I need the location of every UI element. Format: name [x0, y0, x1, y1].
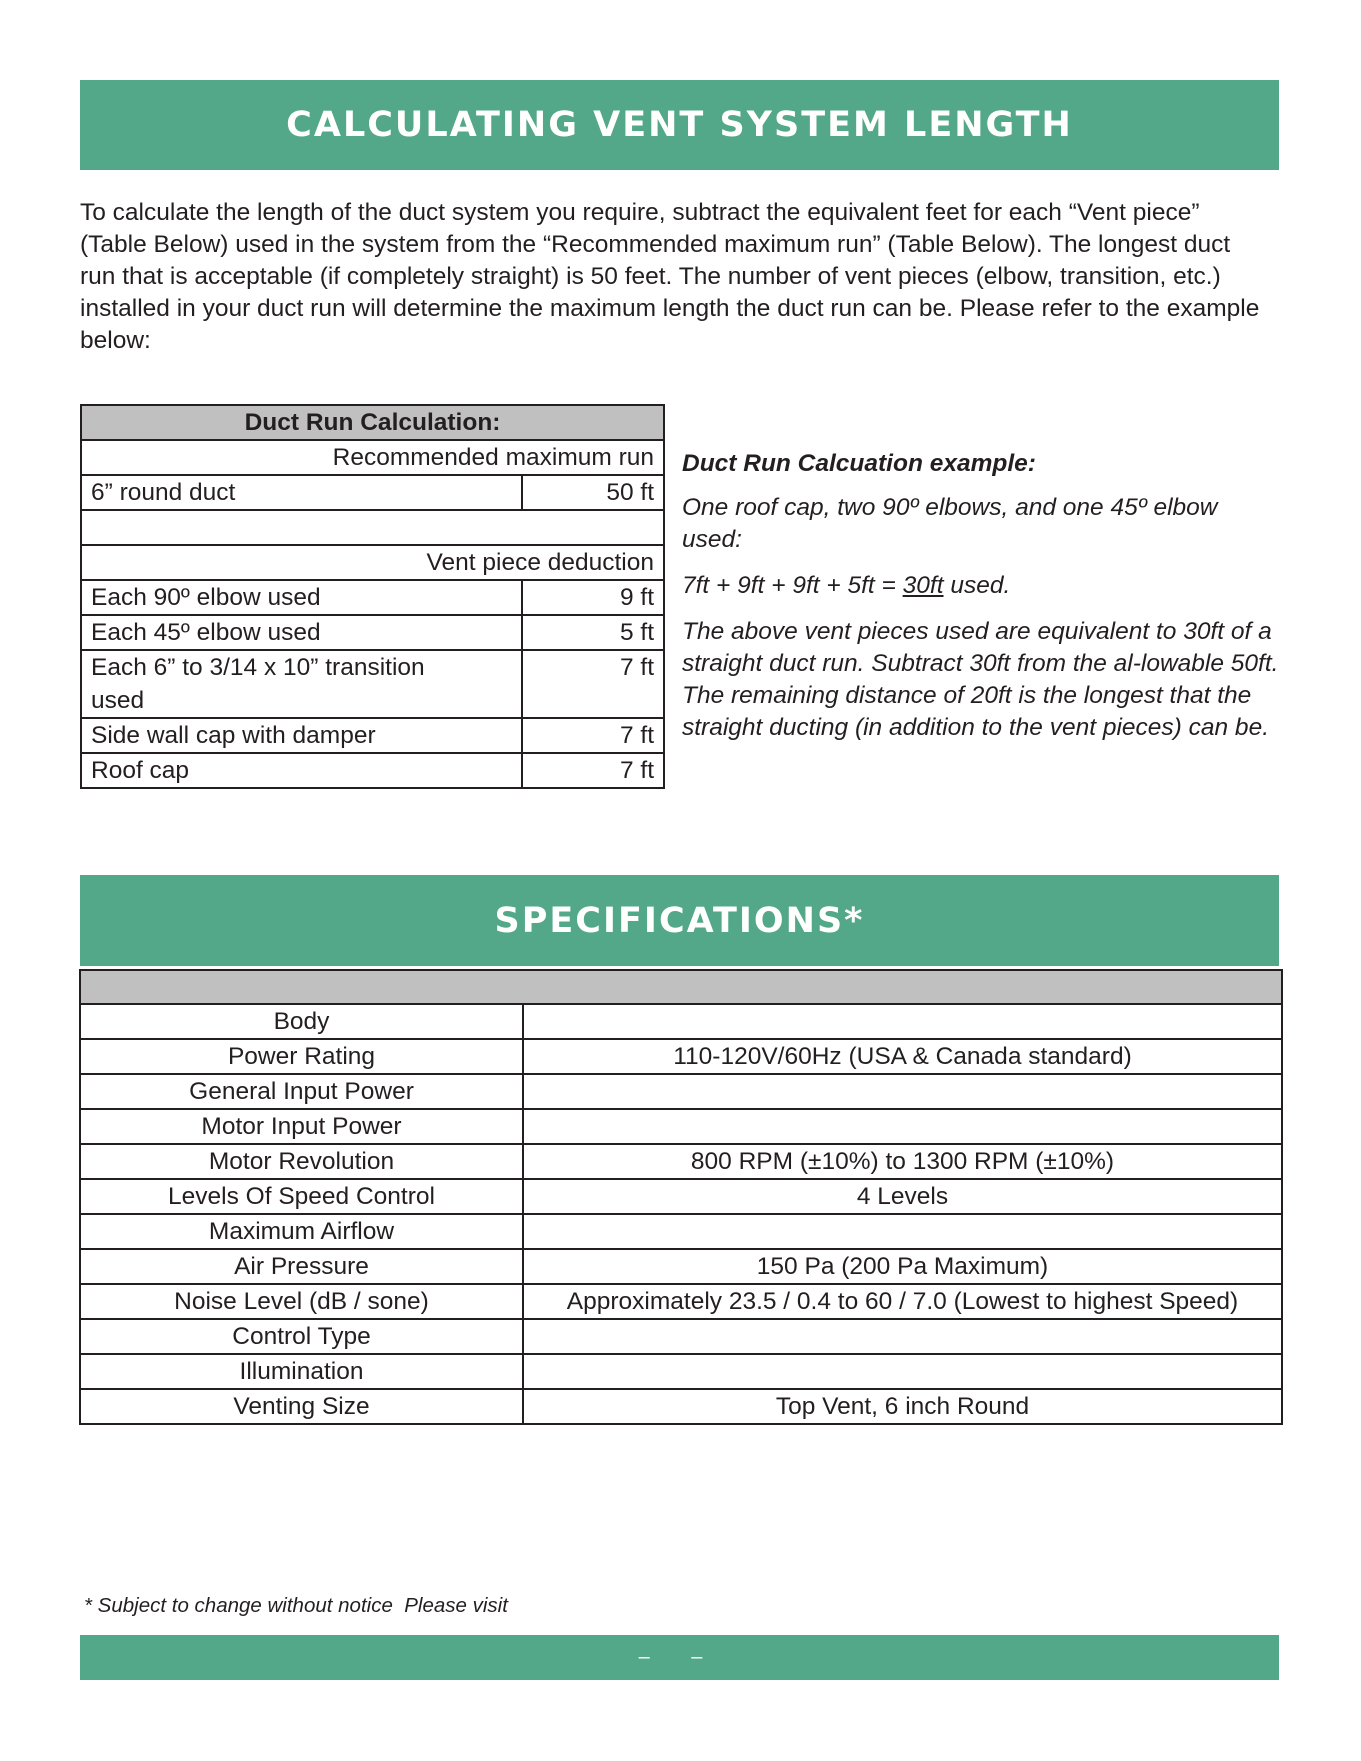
- spec-value: [523, 1004, 1282, 1039]
- example-line: One roof cap, two 90º elbows, and one 45º elbow used:: [682, 494, 1218, 553]
- spec-label: General Input Power: [80, 1074, 523, 1109]
- spec-row: [80, 1249, 1282, 1284]
- spec-value: Top Vent, 6 inch Round: [523, 1389, 1282, 1424]
- example-formula: [682, 570, 1282, 602]
- spec-row: [80, 1354, 1282, 1389]
- table-row: [81, 475, 664, 510]
- spec-row: [80, 1319, 1282, 1354]
- duct-run-table: [80, 404, 665, 789]
- spec-value: Approximately 23.5 / 0.4 to 60 / 7.0 (Lowest to highest Speed): [523, 1284, 1282, 1319]
- deduction-label: Vent piece deduction: [81, 545, 664, 580]
- spec-row: [80, 1004, 1282, 1039]
- deduction-item-label: Roof cap: [81, 753, 522, 788]
- table-row: [81, 753, 664, 788]
- deduction-item-value: 5 ft: [522, 615, 664, 650]
- spec-value: [523, 1319, 1282, 1354]
- spec-value: 4 Levels: [523, 1179, 1282, 1214]
- deduction-item-value: 7 ft: [522, 753, 664, 788]
- spec-row: [80, 1214, 1282, 1249]
- spec-value: [523, 1109, 1282, 1144]
- deduction-item-label: Each 90º elbow used: [81, 580, 522, 615]
- footer-text: – –: [638, 1646, 721, 1668]
- deduction-item-label: Each 45º elbow used: [81, 615, 522, 650]
- spec-label: Venting Size: [80, 1389, 523, 1424]
- recommended-run-label: Recommended maximum run: [81, 440, 664, 475]
- spec-row: [80, 1144, 1282, 1179]
- table-row: [81, 718, 664, 753]
- spec-table-header: [80, 970, 1282, 1004]
- spec-row: [80, 1074, 1282, 1109]
- spec-row: [80, 1109, 1282, 1144]
- spec-row: [80, 1284, 1282, 1319]
- example-explanation: The above vent pieces used are equivalent to 30ft of a straight duct run. Subtract 30ft from the al-lowable 50ft. The remaining distance of 20ft is the longest that the straight ducting (in addition to the vent pieces) can be.: [682, 618, 1279, 741]
- round-duct-label: 6” round duct: [81, 475, 522, 510]
- section-title-specifications: SPECIFICATIONS*: [80, 875, 1279, 966]
- formula-suffix: used.: [943, 572, 1011, 599]
- spec-label: Body: [80, 1004, 523, 1039]
- spec-value: [523, 1074, 1282, 1109]
- spec-header-cell: [80, 970, 1282, 1004]
- spec-label: Illumination: [80, 1354, 523, 1389]
- formula-total: 30ft: [902, 572, 944, 599]
- spec-label: Maximum Airflow: [80, 1214, 523, 1249]
- table-row: [81, 615, 664, 650]
- round-duct-value: 50 ft: [522, 475, 664, 510]
- footnote: * Subject to change without notice Please visit: [84, 1594, 508, 1617]
- table-row: [81, 650, 664, 718]
- spec-label: Noise Level (dB / sone): [80, 1284, 523, 1319]
- deduction-item-label: Side wall cap with damper: [81, 718, 522, 753]
- spec-row: [80, 1389, 1282, 1424]
- deduction-item-value: 7 ft: [522, 718, 664, 753]
- spec-label: Levels Of Speed Control: [80, 1179, 523, 1214]
- table-row: [81, 580, 664, 615]
- spec-label: Motor Revolution: [80, 1144, 523, 1179]
- deduction-item-label: Each 6” to 3/14 x 10” transition used: [81, 650, 522, 718]
- spec-value: 800 RPM (±10%) to 1300 RPM (±10%): [523, 1144, 1282, 1179]
- spec-row: [80, 1039, 1282, 1074]
- intro-paragraph: To calculate the length of the duct system you require, subtract the equivalent feet for each “Vent piece” (Table Below) used in the system from the “Recommended maximum run” (Table Below). The longest duct run that is acceptable (if completely straight) is 50 feet. The number of vent pieces (elbow, transition, etc.) installed in your duct run will determine the maximum length the duct run can be. Please refer to the example below:: [80, 199, 1260, 354]
- spec-label: Power Rating: [80, 1039, 523, 1074]
- footer-bar: [80, 1635, 1279, 1680]
- example-title: Duct Run Calcuation example:: [682, 450, 1036, 477]
- empty-row: [81, 510, 664, 545]
- spec-value: 150 Pa (200 Pa Maximum): [523, 1249, 1282, 1284]
- spec-value: [523, 1354, 1282, 1389]
- spec-row: [80, 1179, 1282, 1214]
- spec-label: Air Pressure: [80, 1249, 523, 1284]
- formula-prefix: 7ft + 9ft + 9ft + 5ft =: [682, 572, 903, 599]
- spec-label: Motor Input Power: [80, 1109, 523, 1144]
- duct-run-example: [682, 448, 1282, 758]
- deduction-item-value: 7 ft: [522, 650, 664, 718]
- spec-value: 110-120V/60Hz (USA & Canada standard): [523, 1039, 1282, 1074]
- spec-label: Control Type: [80, 1319, 523, 1354]
- spec-value: [523, 1214, 1282, 1249]
- specifications-table: [79, 969, 1283, 1425]
- duct-table-header: Duct Run Calculation:: [81, 405, 664, 440]
- deduction-item-value: 9 ft: [522, 580, 664, 615]
- section-title-vent-length: CALCULATING VENT SYSTEM LENGTH: [80, 80, 1279, 170]
